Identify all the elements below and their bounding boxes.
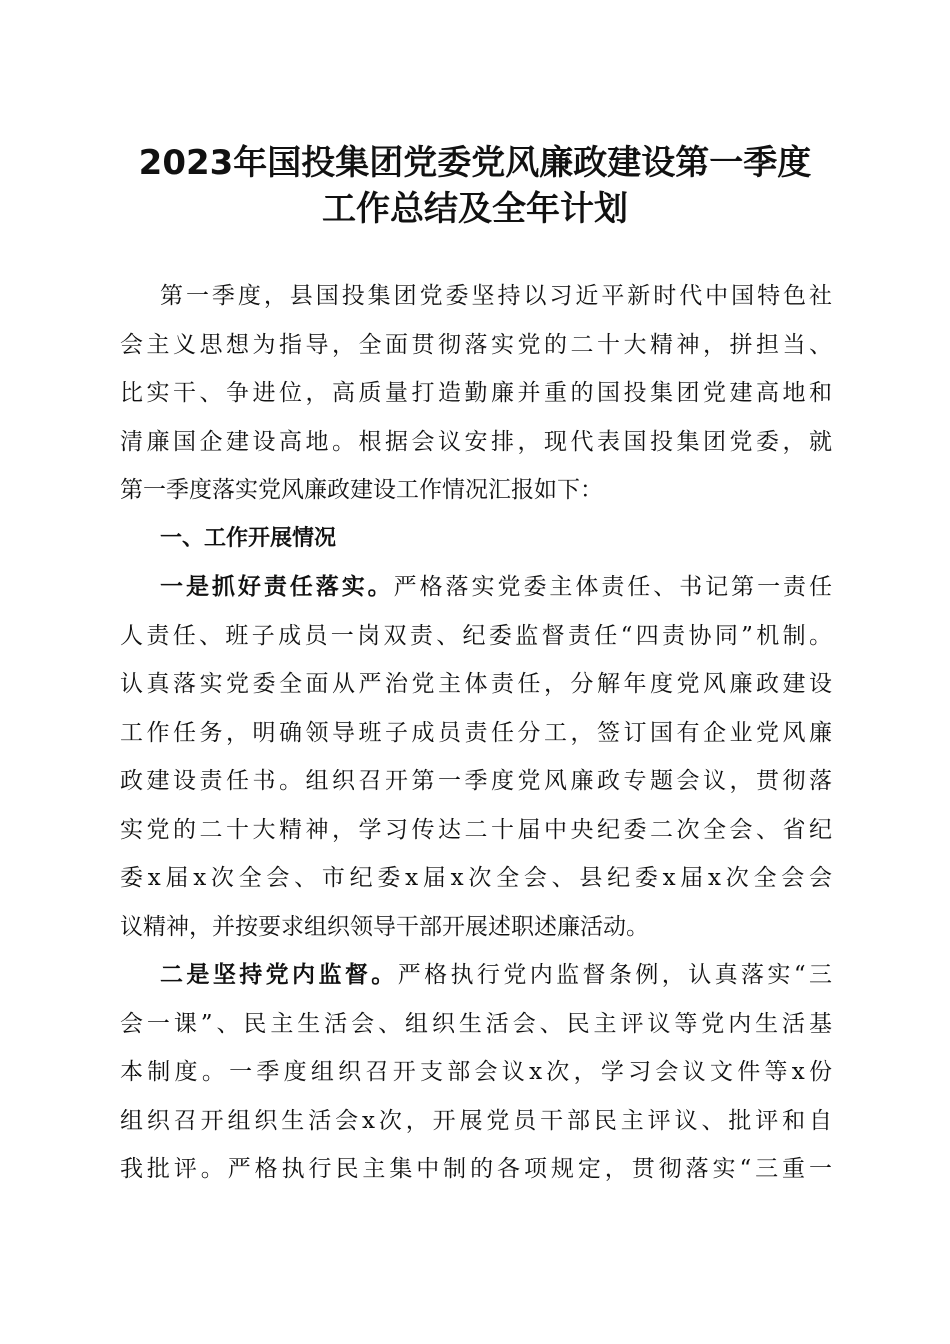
intro-line: 比实干、争进位，高质量打造勤廉并重的国投集团党建高地和 (120, 380, 832, 406)
item2-line: 本制度。一季度组织召开支部会议x次，学习会议文件等x份 (120, 1059, 832, 1085)
item2-first-line (120, 951, 832, 1000)
item1-line: 认真落实党委全面从严治党主体责任，分解年度党风廉政建设 (120, 671, 832, 697)
item2-line: 会一课”、民主生活会、组织生活会、民主评议等党内生活基 (120, 1010, 832, 1037)
intro-line: 第一季度落实党风廉政建设工作情况汇报如下： (120, 477, 603, 503)
document-body (120, 272, 832, 1194)
item1-line: 工作任务，明确领导班子成员责任分工，签订国有企业党风廉 (120, 719, 832, 746)
title-line-1: 2023年国投集团党委党风廉政建设第一季度 (138, 143, 812, 183)
item2-lead: 二是坚持党内监督。 (160, 961, 398, 988)
item1-line: 实党的二十大精神，学习传达二十届中央纪委二次全会、省纪 (120, 816, 832, 843)
section-heading: 一、工作开展情况 (160, 525, 337, 551)
item2-line: 我批评。严格执行民主集中制的各项规定，贯彻落实“三重一 (120, 1156, 832, 1182)
item1-line: 委x届x次全会、市纪委x届x次全会、县纪委x届x次全会会 (120, 865, 832, 891)
intro-line: 清廉国企建设高地。根据会议安排，现代表国投集团党委，就 (120, 428, 832, 455)
title-line-2: 工作总结及全年计划 (322, 189, 628, 229)
item1-first-line (120, 563, 832, 612)
item2-line: 组织召开组织生活会x次，开展党员干部民主评议、批评和自 (120, 1107, 832, 1134)
intro-line: 第一季度，县国投集团党委坚持以习近平新时代中国特色社 (160, 283, 832, 309)
intro-line: 会主义思想为指导，全面贯彻落实党的二十大精神，拼担当、 (120, 331, 832, 358)
item1-line: 严格落实党委主体责任、书记第一责任 (393, 574, 833, 600)
item1-lead: 一是抓好责任落实。 (160, 573, 394, 600)
item1-line: 议精神，并按要求组织领导干部开展述职述廉活动。 (120, 913, 649, 940)
item1-line: 人责任、班子成员一岗双责、纪委监督责任“四责协同”机制。 (120, 622, 832, 649)
item2-line: 严格执行党内监督条例，认真落实“三 (397, 962, 832, 988)
document-title (100, 140, 850, 232)
item1-line: 政建设责任书。组织召开第一季度党风廉政专题会议，贯彻落 (120, 768, 832, 794)
